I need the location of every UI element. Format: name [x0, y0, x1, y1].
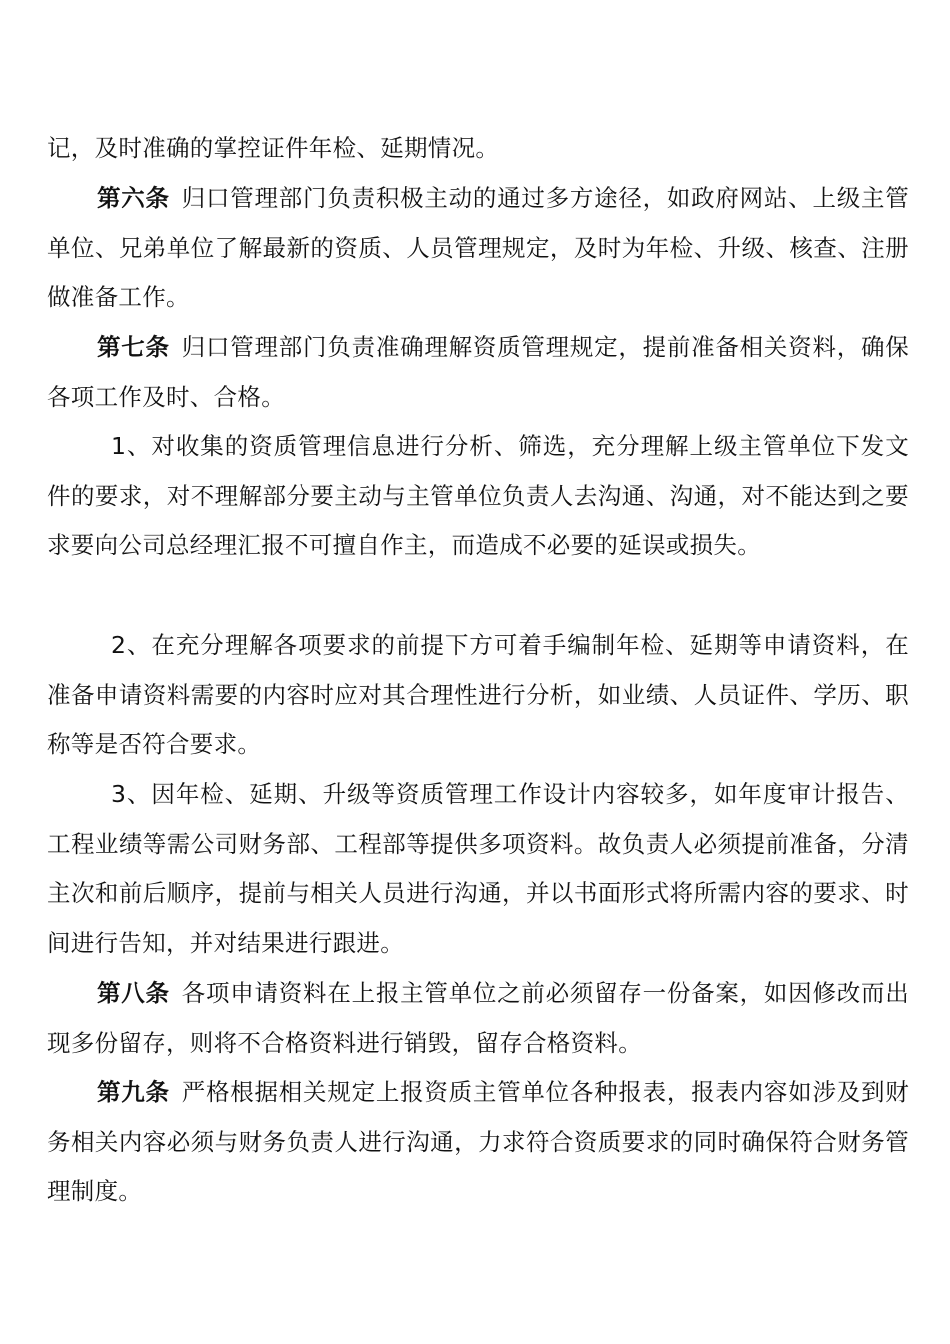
article-heading: 第九条 — [97, 1078, 170, 1106]
paragraph-continuation — [47, 124, 909, 174]
paragraph-text: 严格根据相关规定上报资质主管单位各种报表，报表内容如涉及到财务相关内容必须与财务负责人进行沟通，力求符合资质要求的同时确保符合财务管理制度。 — [47, 1078, 910, 1205]
paragraph-text: 各项申请资料在上报主管单位之前必须留存一份备案，如因修改而出现多份留存，则将不合格资料进行销毁，留存合格资料。 — [47, 979, 910, 1057]
article-6-paragraph — [47, 174, 909, 323]
paragraph-text: 1、对收集的资质管理信息进行分析、筛选，充分理解上级主管单位下发文件的要求，对不理解部分要主动与主管单位负责人去沟通、沟通，对不能达到之要求要向公司总经理汇报不可擅自作主，而造成不必要的延误或损失。 — [47, 432, 909, 559]
list-item-1 — [47, 422, 909, 571]
paragraph-text: 归口管理部门负责准确理解资质管理规定，提前准备相关资料，确保各项工作及时、合格。 — [47, 333, 910, 411]
paragraph-text: 3、因年检、延期、升级等资质管理工作设计内容较多，如年度审计报告、工程业绩等需公司财务部、工程部等提供多项资料。故负责人必须提前准备，分清主次和前后顺序，提前与相关人员进行沟通，并以书面形式将所需内容的要求、时间进行告知，并对结果进行跟进。 — [47, 780, 909, 957]
article-heading: 第六条 — [97, 184, 170, 212]
paragraph-text: 2、在充分理解各项要求的前提下方可着手编制年检、延期等申请资料，在准备申请资料需要的内容时应对其合理性进行分析，如业绩、人员证件、学历、职称等是否符合要求。 — [47, 631, 909, 758]
paragraph-text: 归口管理部门负责积极主动的通过多方途径，如政府网站、上级主管单位、兄弟单位了解最新的资质、人员管理规定，及时为年检、升级、核查、注册做准备工作。 — [47, 184, 910, 311]
article-9-paragraph — [47, 1068, 909, 1217]
article-8-paragraph — [47, 969, 909, 1068]
article-heading: 第七条 — [97, 333, 170, 361]
list-item-2 — [47, 621, 909, 770]
list-item-3 — [47, 770, 909, 968]
paragraph-text: 记，及时准确的掌控证件年检、延期情况。 — [47, 134, 500, 162]
article-heading: 第八条 — [97, 979, 170, 1007]
article-7-paragraph — [47, 323, 909, 422]
